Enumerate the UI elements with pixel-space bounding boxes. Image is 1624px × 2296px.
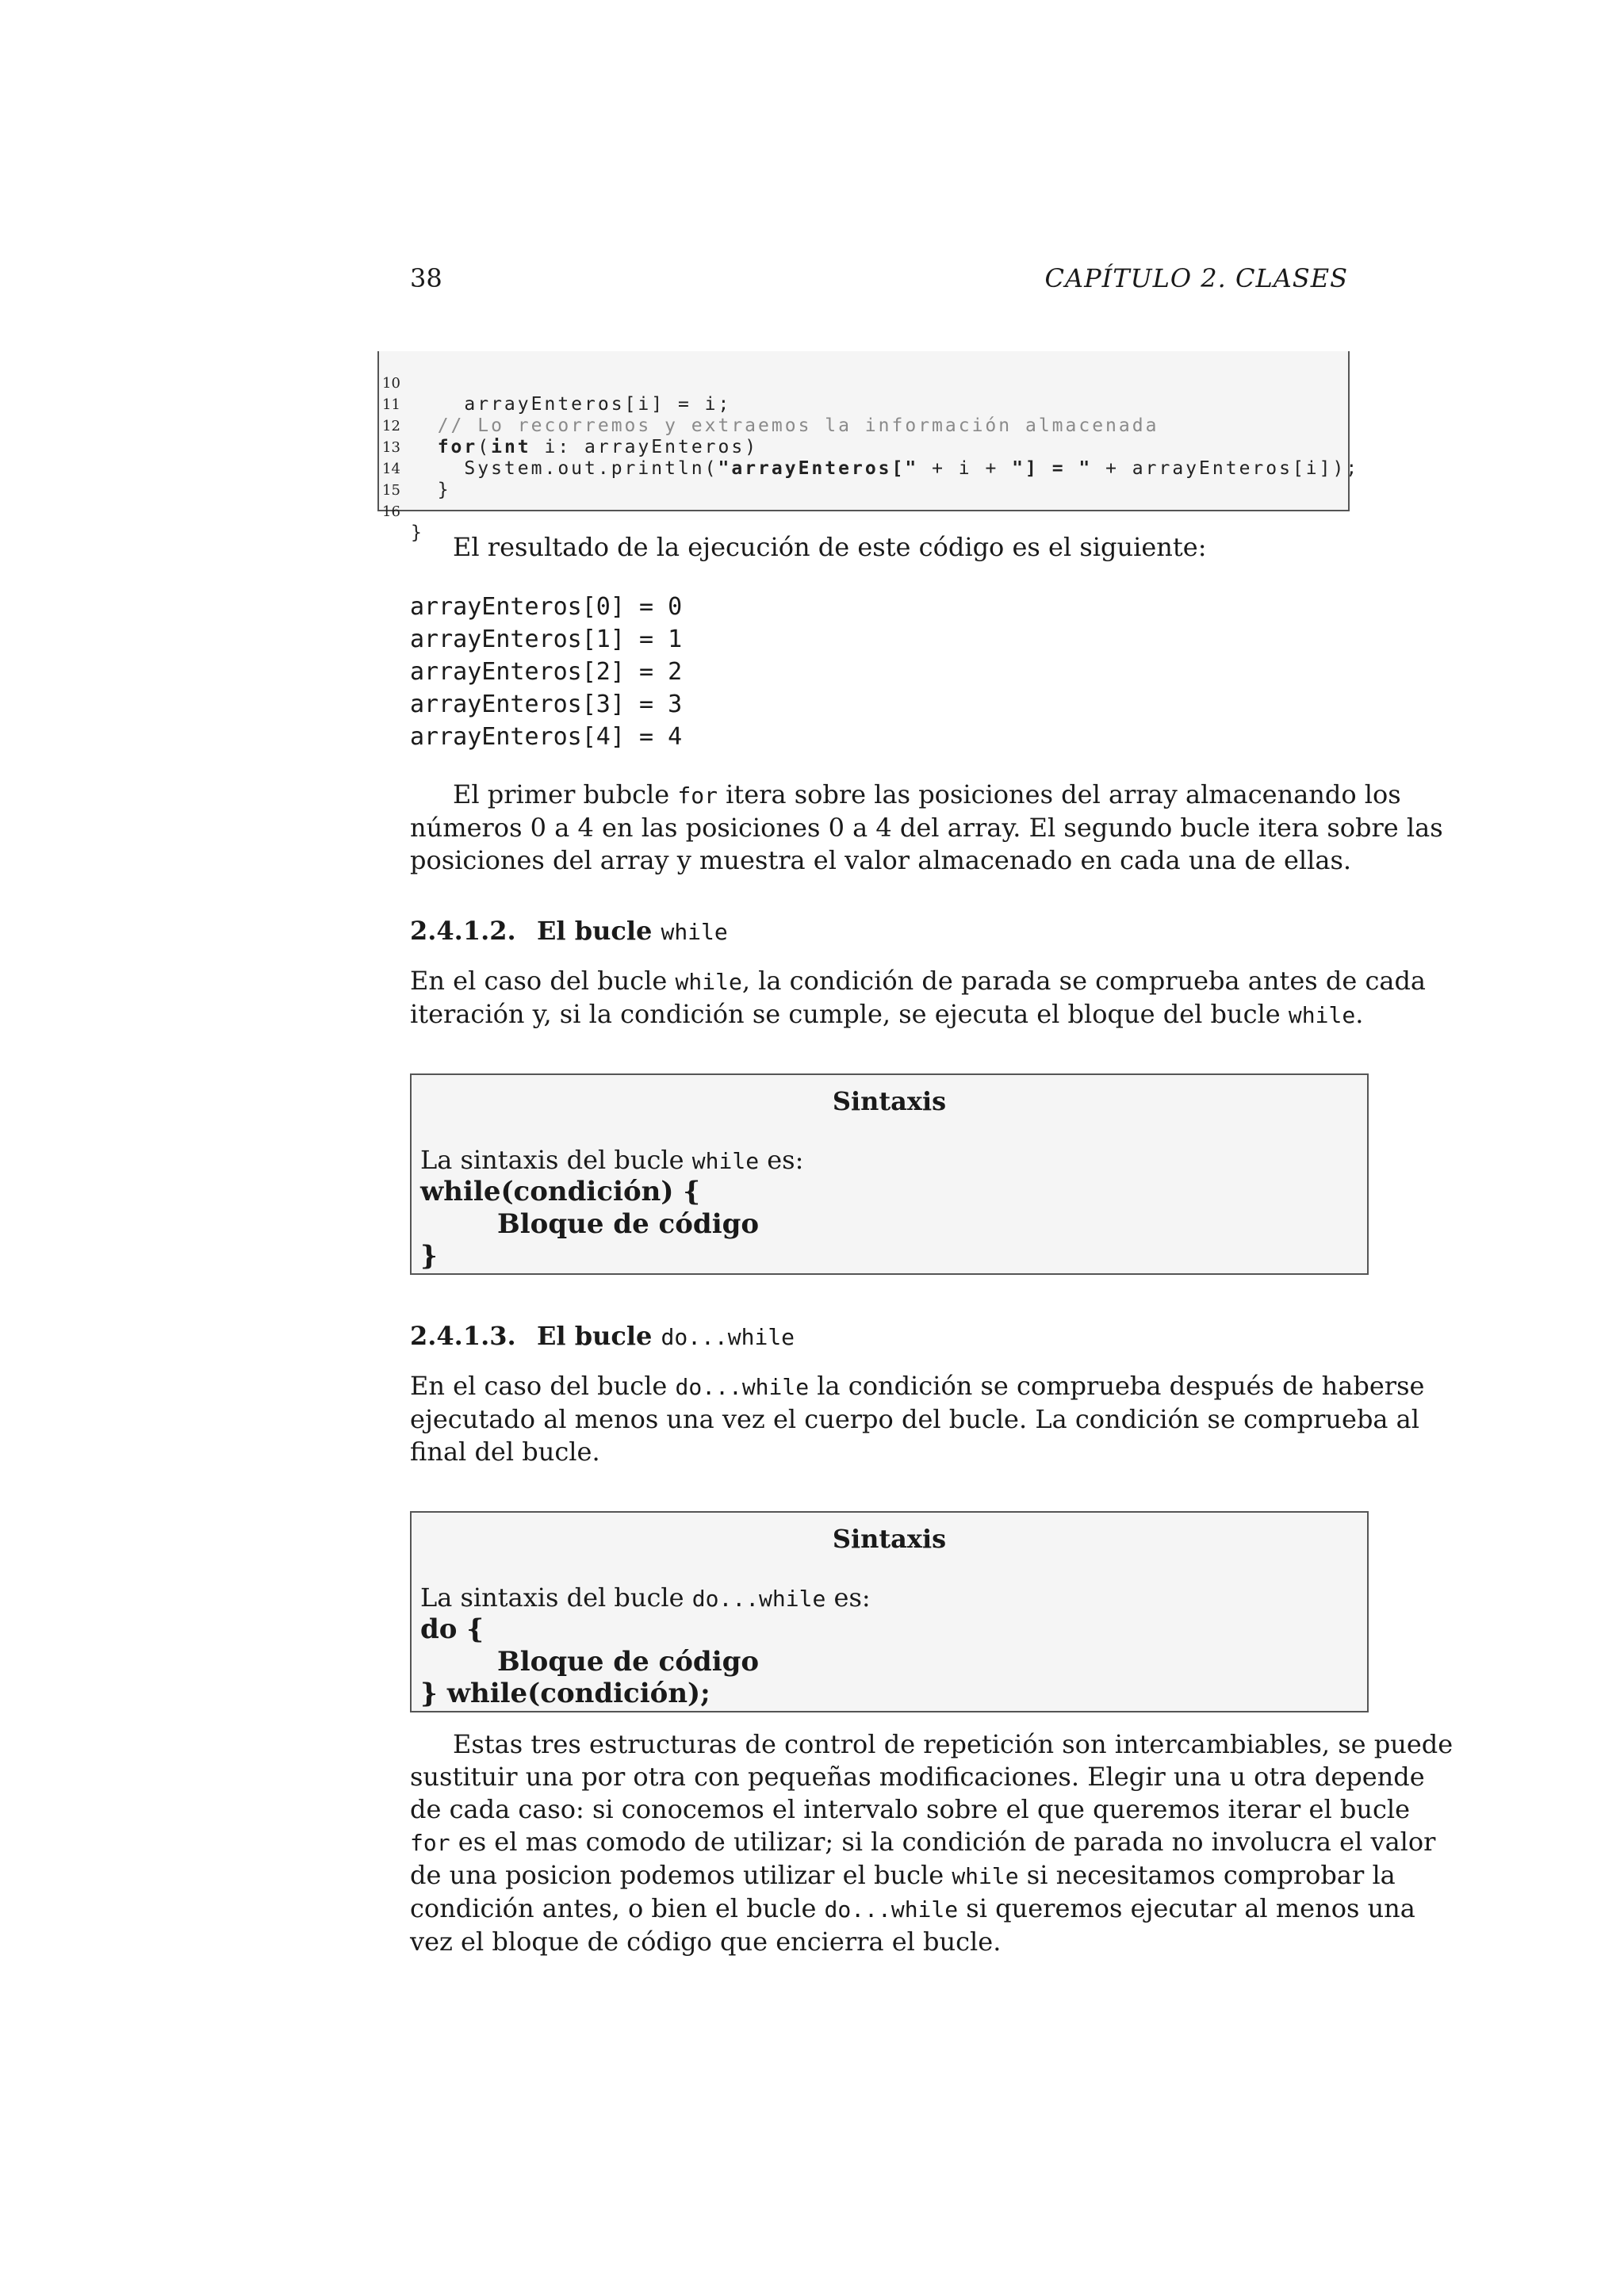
text-span: , la condición de parada se comprueba antes de cada [741,966,1426,996]
inline-code: while [691,1148,760,1174]
inline-code: for [677,783,718,809]
text-line: final del bucle. [410,1437,600,1467]
text-line [410,998,1364,1031]
text-span: itera sobre las posiciones del array almacenando los [717,779,1401,809]
inline-code: for [410,1830,450,1856]
subsection-number: 2.4.1.3. [410,1321,516,1351]
text-line [410,779,1401,812]
line-number: 13 [382,439,400,456]
line-number: 10 [382,375,400,392]
syntax-box-while [410,1073,1369,1275]
running-head: CAPÍTULO 2. CLASES [1044,263,1348,293]
inline-code: while [1288,1002,1356,1028]
text-span: iteración y, si la condición se cumple, se ejecuta el bloque del bucle [410,999,1289,1029]
keyword: for [437,437,478,457]
text-span: En el caso del bucle [410,1371,676,1401]
text-line: sustituir una por otra con pequeñas modificaciones. Elegir una u otra depende [410,1762,1425,1792]
code-listing [377,351,1360,543]
paragraph-summary [410,1728,1454,1958]
text-line: ejecutado al menos una vez el cuerpo del bucle. La condición se comprueba al [410,1404,1419,1434]
syntax-box-title: Sintaxis [832,1524,947,1554]
syntax-box-dowhile [410,1511,1369,1712]
text-span: En el caso del bucle [410,966,676,996]
subsection-title: El bucle [537,916,661,946]
inline-code: do...while [824,1896,959,1923]
code-text: ( [477,437,492,457]
inline-code: do...while [675,1374,810,1400]
text-line: posiciones del array y muestra el valor almacenado en cada una de ellas. [410,845,1352,875]
output-line: arrayEnteros[3] = 3 [410,691,683,718]
page-number: 38 [410,263,442,293]
paragraph-dowhile [410,1370,1425,1468]
syntax-line: } [420,1240,438,1272]
result-intro: El resultado de la ejecución de este código es el siguiente: [453,532,1207,562]
syntax-line: while(condición) { [420,1176,701,1207]
text-span: si queremos ejecutar al menos una [958,1893,1415,1923]
code-text: System.out.println( [411,458,718,479]
subsection-heading-while [410,916,728,946]
code-text: } [411,480,451,500]
subsection-number: 2.4.1.2. [410,916,516,946]
line-number: 12 [382,418,400,434]
text-span: es el mas comodo de utilizar; si la condición de parada no involucra el valor [450,1827,1436,1857]
syntax-intro [420,1582,871,1613]
code-text: arrayEnteros[i] = i; [411,394,732,415]
text-span: de una posicion podemos utilizar el bucle [410,1860,952,1890]
line-number: 16 [382,503,400,520]
text-line [410,1892,1415,1926]
text-span: La sintaxis del bucle [420,1582,692,1613]
syntax-line: } while(condición); [420,1678,710,1709]
program-output [410,591,682,753]
output-line: arrayEnteros[1] = 1 [410,626,683,653]
code-text: + i + [918,458,1013,479]
code-text [411,437,758,458]
code-comment: // Lo recorremos y extraemos la información almacenada [411,415,1159,436]
syntax-line: Bloque de código [497,1208,760,1240]
code-text: i: arrayEnteros) [530,437,759,457]
paragraph-for [410,779,1443,877]
string-literal: "arrayEnteros[" [718,458,919,479]
inline-code: do...while [661,1324,795,1350]
syntax-line: Bloque de código [497,1646,760,1678]
code-text: + arrayEnteros[i]); [1092,458,1360,479]
syntax-box-title: Sintaxis [832,1086,947,1116]
text-span: es: [759,1145,804,1175]
inline-code: while [661,919,728,945]
text-line: Estas tres estructuras de control de repetición son intercambiables, se puede [453,1729,1454,1759]
output-line: arrayEnteros[0] = 0 [410,593,683,621]
code-text [411,458,1359,480]
line-number: 14 [382,461,400,477]
text-line [410,1370,1425,1403]
subsection-heading-dowhile [410,1321,795,1351]
output-line: arrayEnteros[4] = 4 [410,723,683,751]
paragraph-while [410,965,1426,1031]
text-span: la condición se comprueba después de haberse [809,1371,1425,1401]
code-text: } [411,522,424,543]
text-span: . [1355,999,1364,1029]
string-literal: "] = " [1012,458,1093,479]
line-number: 11 [382,396,400,413]
keyword: int [491,437,531,457]
syntax-intro [420,1145,803,1175]
text-span: El primer bubcle [453,779,678,809]
code-indent [411,437,438,457]
inline-code: while [952,1863,1019,1889]
syntax-line: do { [420,1613,485,1645]
text-line [410,1859,1396,1892]
text-span: condición antes, o bien el bucle [410,1893,825,1923]
text-line: vez el bloque de código que encierra el bucle. [410,1927,1002,1957]
subsection-title: El bucle [537,1321,661,1351]
code-line [379,458,402,499]
text-line: números 0 a 4 en las posiciones 0 a 4 del array. El segundo bucle itera sobre las [410,813,1443,843]
code-line [379,480,424,543]
inline-code: do...while [691,1586,826,1612]
output-line: arrayEnteros[2] = 2 [410,658,683,686]
text-span: es: [825,1582,871,1613]
text-span: si necesitamos comprobar la [1018,1860,1396,1890]
text-line: de cada caso: si conocemos el intervalo sobre el que queremos iterar el bucle [410,1794,1411,1824]
line-number: 15 [382,482,400,499]
text-line [410,965,1426,998]
text-span: La sintaxis del bucle [420,1145,692,1175]
inline-code: while [675,969,742,995]
text-line [410,1826,1436,1859]
